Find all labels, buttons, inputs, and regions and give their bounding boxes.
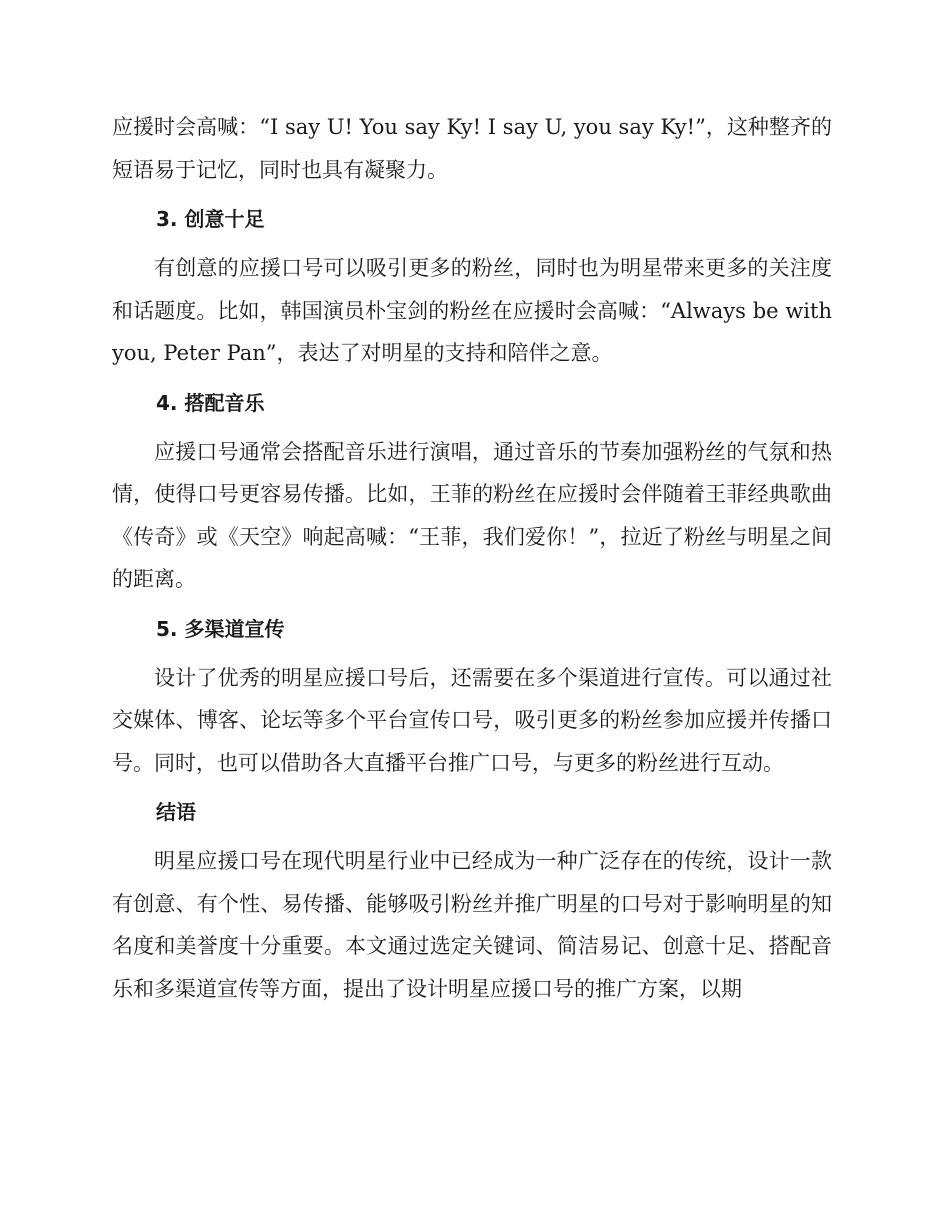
section-body-channels: 设计了优秀的明星应援口号后，还需要在多个渠道进行宣传。可以通过社交媒体、博客、论坛等多个平台宣传口号，吸引更多的粉丝参加应援并传播口号。同时，也可以借助各大直播平台推广口号，与更多的粉丝进行互动。 bbox=[112, 665, 832, 775]
section-heading-creativity: 3. 创意十足 bbox=[156, 207, 265, 231]
section-body-conclusion: 明星应援口号在现代明星行业中已经成为一种广泛存在的传统，设计一款有创意、有个性、易传播、能够吸引粉丝并推广明星的口号对于影响明星的知名度和美誉度十分重要。本文通过选定关键词、简洁易记、创意十足、搭配音乐和多渠道宣传等方面，提出了设计明星应援口号的推广方案，以期 bbox=[112, 849, 832, 1001]
document-page bbox=[112, 106, 832, 1010]
section-body-creativity: 有创意的应援口号可以吸引更多的粉丝，同时也为明星带来更多的关注度和话题度。比如，韩国演员朴宝剑的粉丝在应援时会高喊：“Always be with you, Peter Pan”，表达了对明星的支持和陪伴之意。 bbox=[112, 256, 832, 365]
paragraph-continued: 应援时会高喊：“I say U! You say Ky! I say U, you say Ky!”，这种整齐的短语易于记忆，同时也具有凝聚力。 bbox=[112, 115, 832, 182]
section-heading-channels: 5. 多渠道宣传 bbox=[156, 616, 285, 641]
section-body-music: 应援口号通常会搭配音乐进行演唱，通过音乐的节奏加强粉丝的气氛和热情，使得口号更容易传播。比如，王菲的粉丝在应援时会伴随着王菲经典歌曲《传奇》或《天空》响起高喊：“王菲，我们爱你！”，拉近了粉丝与明星之间的距离。 bbox=[112, 439, 832, 591]
section-heading-music: 4. 搭配音乐 bbox=[156, 390, 265, 415]
section-heading-conclusion: 结语 bbox=[156, 800, 196, 824]
